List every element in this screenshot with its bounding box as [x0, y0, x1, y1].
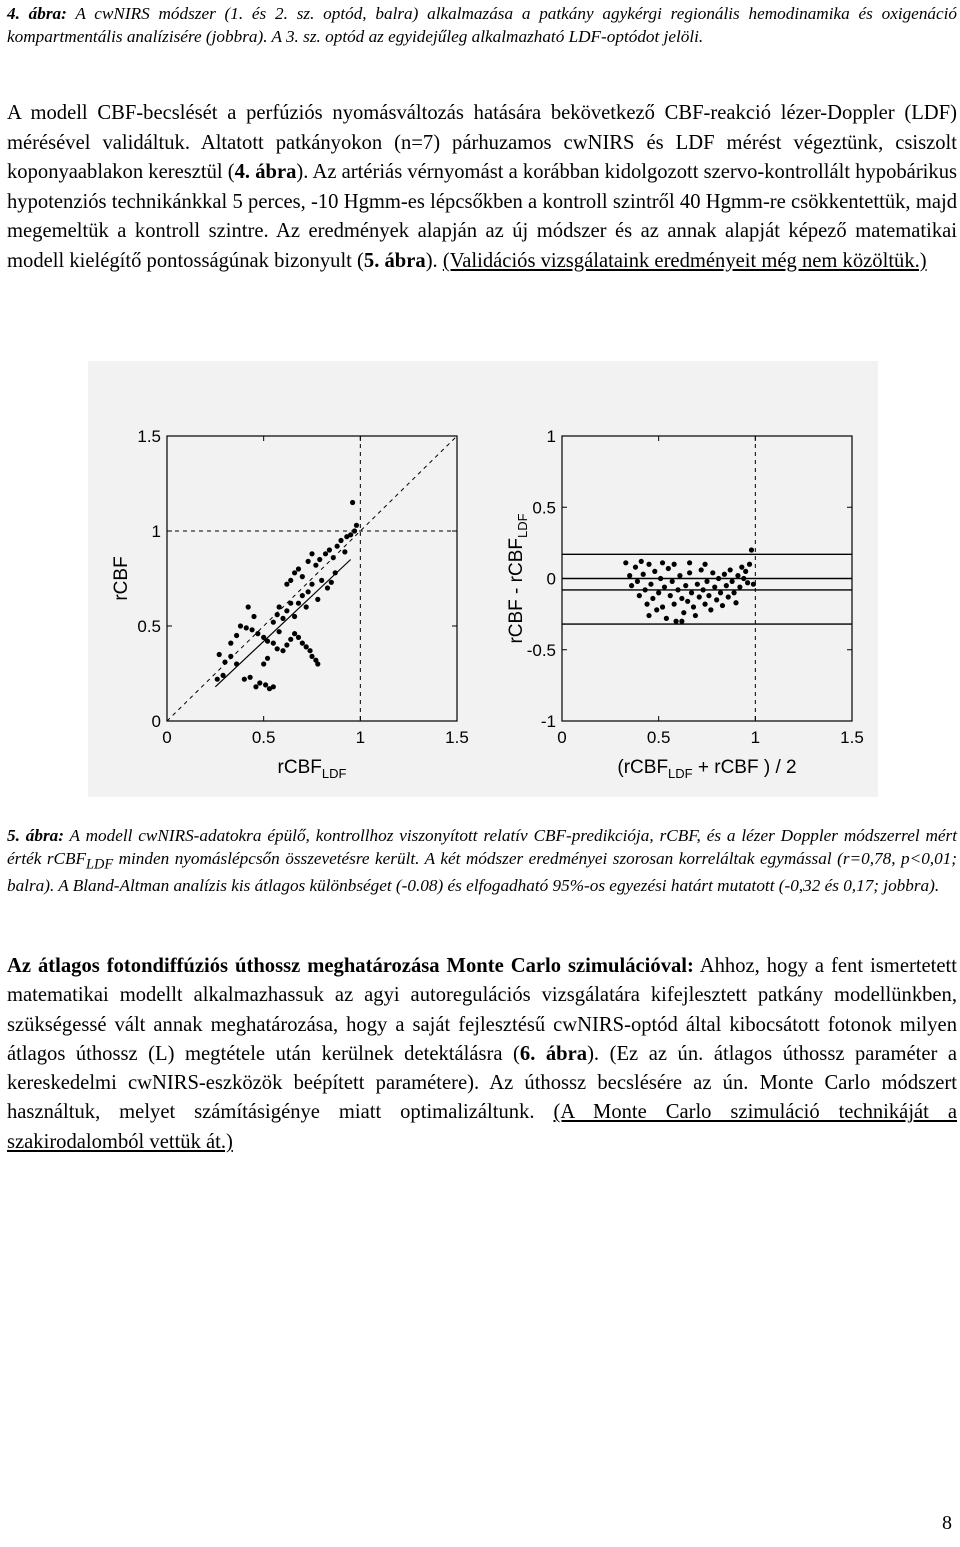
- x-tick-label: 1.5: [840, 728, 864, 747]
- y-tick-label: 0: [151, 712, 161, 731]
- data-point: [242, 677, 247, 682]
- y-tick-label: 1: [151, 522, 161, 541]
- data-point: [296, 566, 301, 571]
- data-point: [695, 582, 700, 587]
- data-point: [697, 594, 702, 599]
- data-point: [284, 582, 289, 587]
- data-point: [739, 565, 744, 570]
- data-point: [246, 604, 251, 609]
- data-point: [265, 656, 270, 661]
- caption-text: A modell cwNIRS-adatokra épülő, kontrollhoz viszonyított relatív CBF-predikciója, rCBF, és a lézer Doppler módszerrel mért érték rCBF: [7, 826, 958, 868]
- data-point: [292, 570, 297, 575]
- data-point: [743, 569, 748, 574]
- data-point: [217, 652, 222, 657]
- data-point: [679, 596, 684, 601]
- data-point: [749, 547, 754, 552]
- data-point: [313, 563, 318, 568]
- data-point: [633, 565, 638, 570]
- figure-5-caption: [7, 825, 957, 898]
- data-point: [652, 569, 657, 574]
- paragraph-validation: [7, 99, 957, 276]
- data-point: [309, 551, 314, 556]
- data-point: [720, 603, 725, 608]
- data-point: [288, 637, 293, 642]
- data-point: [315, 597, 320, 602]
- data-point: [288, 601, 293, 606]
- y-axis-label-text: rCBF: [111, 556, 132, 601]
- data-point: [708, 607, 713, 612]
- x-axis-label-text: (rCBF: [617, 757, 669, 778]
- data-point: [728, 567, 733, 572]
- data-point: [263, 682, 268, 687]
- data-point: [704, 579, 709, 584]
- x-axis-label: [617, 757, 796, 781]
- figure-4-caption: [7, 3, 957, 48]
- data-point: [319, 578, 324, 583]
- data-point: [735, 573, 740, 578]
- data-point: [261, 635, 266, 640]
- caption-lead: 4. ábra:: [7, 4, 67, 23]
- caption-text: minden nyomáslépcsőn összevetésre került. A két módszer eredményei szorosan korreláltak egymással (r=0,78, p<0,01; balra). A Bland-Altman analízis kis átlagos különbséget (-0.08) és elfogadható 95%-os egyezési határt mutatott (-0,32 és 0,17; jobbra).: [7, 848, 957, 896]
- data-point: [352, 528, 357, 533]
- data-point: [658, 576, 663, 581]
- caption-text: A cwNIRS módszer (1. és 2. sz. optód, balra) alkalmazása a patkány agykérgi regionális hemodinamika és oxigenáció kompartmentális analízisére (jobbra). A 3. sz. optód az egyidejűleg alkalmazható LDF-optódot jelöli.: [7, 4, 958, 46]
- data-point: [731, 590, 736, 595]
- y-tick-label: 0.5: [137, 617, 161, 636]
- data-point: [650, 596, 655, 601]
- x-tick-label: 1: [750, 728, 761, 747]
- data-point: [244, 625, 249, 630]
- caption-subscript: LDF: [86, 855, 114, 872]
- data-point: [648, 582, 653, 587]
- data-point: [309, 582, 314, 587]
- data-point: [306, 559, 311, 564]
- data-point: [712, 584, 717, 589]
- data-point: [251, 614, 256, 619]
- data-point: [681, 610, 686, 615]
- data-point: [280, 648, 285, 653]
- data-point: [644, 602, 649, 607]
- data-point: [325, 585, 330, 590]
- data-point: [222, 660, 227, 665]
- data-point: [284, 642, 289, 647]
- data-point: [265, 639, 270, 644]
- data-point: [342, 549, 347, 554]
- data-point: [292, 614, 297, 619]
- data-point: [315, 661, 320, 666]
- data-point: [249, 627, 254, 632]
- paragraph-text: A modell CBF-becslését a perfúziós nyomásváltozás hatására bekövetkező CBF-reakció lézer-Doppler (LDF) mérésével validáltuk. Altatott patkányokon (n=7) párhuzamos cwNIRS és LDF mérést végeztünk, csiszolt koponyaablakon keresztül (: [7, 102, 957, 183]
- data-point: [718, 590, 723, 595]
- data-point: [296, 635, 301, 640]
- data-point: [656, 590, 661, 595]
- data-point: [234, 661, 239, 666]
- data-point: [670, 579, 675, 584]
- data-point: [675, 587, 680, 592]
- data-point: [253, 684, 258, 689]
- x-axis-label-text: rCBF: [277, 757, 322, 778]
- y-axis-label-text: rCBF - rCBF: [506, 538, 527, 644]
- data-point: [307, 648, 312, 653]
- data-point: [685, 599, 690, 604]
- data-point: [683, 583, 688, 588]
- data-point: [323, 551, 328, 556]
- data-point: [238, 623, 243, 628]
- data-point: [716, 576, 721, 581]
- data-point: [300, 641, 305, 646]
- data-point: [714, 597, 719, 602]
- data-point: [677, 573, 682, 578]
- data-point: [271, 641, 276, 646]
- data-point: [646, 613, 651, 618]
- data-point: [327, 547, 332, 552]
- data-point: [350, 500, 355, 505]
- data-point: [309, 654, 314, 659]
- data-point: [292, 631, 297, 636]
- data-point: [737, 584, 742, 589]
- y-tick-label: 0.5: [532, 498, 556, 518]
- data-point: [710, 570, 715, 575]
- page-number: 8: [942, 1512, 952, 1534]
- data-point: [691, 604, 696, 609]
- x-axis-label-text: + rCBF ) / 2: [692, 757, 797, 778]
- literature-note: (A Monte Carlo szimuláció technikáját a szakirodalomból vettük át.): [7, 1101, 957, 1153]
- data-point: [261, 661, 266, 666]
- data-point: [660, 604, 665, 609]
- data-point: [333, 570, 338, 575]
- data-point: [724, 583, 729, 588]
- data-point: [679, 619, 684, 624]
- y-axis-label: [111, 556, 132, 600]
- y-tick-label: 1: [546, 427, 556, 446]
- data-point: [288, 578, 293, 583]
- data-point: [354, 523, 359, 528]
- unpublished-note: (Validációs vizsgálataink eredményeit még nem közöltük.): [442, 249, 927, 272]
- figure-5: [88, 361, 878, 797]
- figure-reference: 5. ábra: [363, 249, 426, 272]
- data-point: [627, 573, 632, 578]
- data-point: [284, 608, 289, 613]
- data-point: [646, 562, 651, 567]
- data-point: [706, 593, 711, 598]
- data-point: [304, 644, 309, 649]
- y-tick-label: 0: [546, 569, 556, 589]
- data-point: [689, 590, 694, 595]
- y-axis-label-subscript: LDF: [515, 513, 530, 539]
- paragraph-text: ). Az artériás vérnyomást a korábban kidolgozott szervo-kontrollált hypobárikus hypotenziós technikánkkal 5 perces, -10 Hgmm-es lépcsőkben a kontroll szintről 40 Hgmm-re csökkentettük, majd megemeltük a kontroll szintre. Az eredmények alapján az új módszer és az annak alapját képező matematikai modell kielégítő pontosságúnak bizonyult (: [7, 161, 958, 272]
- data-point: [623, 560, 628, 565]
- data-point: [730, 579, 735, 584]
- data-point: [747, 562, 752, 567]
- data-point: [726, 594, 731, 599]
- paragraph-monte-carlo: [7, 952, 957, 1157]
- data-point: [304, 604, 309, 609]
- data-point: [637, 593, 642, 598]
- data-point: [701, 587, 706, 592]
- data-point: [255, 631, 260, 636]
- paragraph-text: Ahhoz, hogy a fent ismertetett matematikai modellt alkalmazhassuk az agyi autoregulációs vizsgálatára kifejlesztett patkány modellünkben, szükségessé vált annak meghatározása, hogy a saját fejlesztésű cwNIRS-optód által kibocsátott fotonok milyen átlagos úthossz (L) megtétele után kerülnek detektálásra (: [7, 955, 957, 1065]
- data-point: [215, 677, 220, 682]
- data-point: [275, 646, 280, 651]
- data-point: [639, 559, 644, 564]
- data-point: [673, 619, 678, 624]
- data-point: [666, 566, 671, 571]
- data-point: [335, 544, 340, 549]
- data-point: [257, 680, 262, 685]
- x-tick-label: 0.5: [251, 728, 276, 747]
- data-point: [745, 580, 750, 585]
- data-point: [741, 576, 746, 581]
- data-point: [331, 555, 336, 560]
- data-point: [733, 600, 738, 605]
- data-point: [329, 580, 334, 585]
- data-point: [699, 567, 704, 572]
- data-point: [228, 641, 233, 646]
- caption-lead: 5. ábra:: [7, 826, 64, 845]
- x-tick-label: 1.5: [445, 728, 469, 747]
- data-point: [687, 570, 692, 575]
- paragraph-text: ). (Ez az ún. átlagos úthossz paraméter a kereskedelmi cwNIRS-eszközök beépített paramétere). Az úthossz becslésére az ún. Monte Carlo módszert használtuk, melyet számításigénye miatt optimalizáltunk.: [7, 1042, 958, 1124]
- data-point: [306, 589, 311, 594]
- data-point: [271, 620, 276, 625]
- data-point: [643, 587, 648, 592]
- data-point: [296, 601, 301, 606]
- data-point: [668, 593, 673, 598]
- data-point: [702, 562, 707, 567]
- x-tick-label: 0: [557, 728, 567, 747]
- figure-reference: 4. ábra: [234, 161, 297, 183]
- data-point: [693, 613, 698, 618]
- data-point: [664, 616, 669, 621]
- data-point: [722, 572, 727, 577]
- section-heading: Az átlagos fotondiffúziós úthossz meghatározása Monte Carlo szimulációval:: [7, 955, 694, 977]
- x-tick-label: 0: [162, 728, 172, 747]
- data-point: [220, 673, 225, 678]
- data-point: [672, 602, 677, 607]
- paragraph-text: ).: [425, 249, 443, 272]
- data-point: [662, 584, 667, 589]
- x-axis-label-subscript: LDF: [321, 766, 347, 781]
- data-point: [228, 654, 233, 659]
- data-point: [654, 607, 659, 612]
- data-point: [300, 574, 305, 579]
- y-tick-label: -1: [540, 712, 556, 731]
- x-tick-label: 1: [355, 728, 366, 747]
- data-point: [234, 633, 239, 638]
- data-point: [687, 560, 692, 565]
- figure-reference: 6. ábra: [519, 1042, 588, 1065]
- data-point: [751, 582, 756, 587]
- data-point: [672, 562, 677, 567]
- data-point: [277, 629, 282, 634]
- x-axis-label-subscript: LDF: [668, 766, 693, 781]
- data-point: [641, 572, 646, 577]
- data-point: [300, 593, 305, 598]
- data-point: [660, 560, 665, 565]
- data-point: [275, 612, 280, 617]
- data-point: [348, 532, 353, 537]
- data-point: [338, 538, 343, 543]
- x-tick-label: 0.5: [646, 728, 671, 747]
- data-point: [280, 616, 285, 621]
- data-point: [629, 583, 634, 588]
- data-point: [248, 675, 253, 680]
- data-point: [277, 604, 282, 609]
- y-tick-label: 1.5: [137, 427, 161, 446]
- y-tick-label: -0.5: [526, 640, 556, 660]
- data-point: [702, 602, 707, 607]
- data-point: [271, 684, 276, 689]
- data-point: [317, 557, 322, 562]
- data-point: [635, 579, 640, 584]
